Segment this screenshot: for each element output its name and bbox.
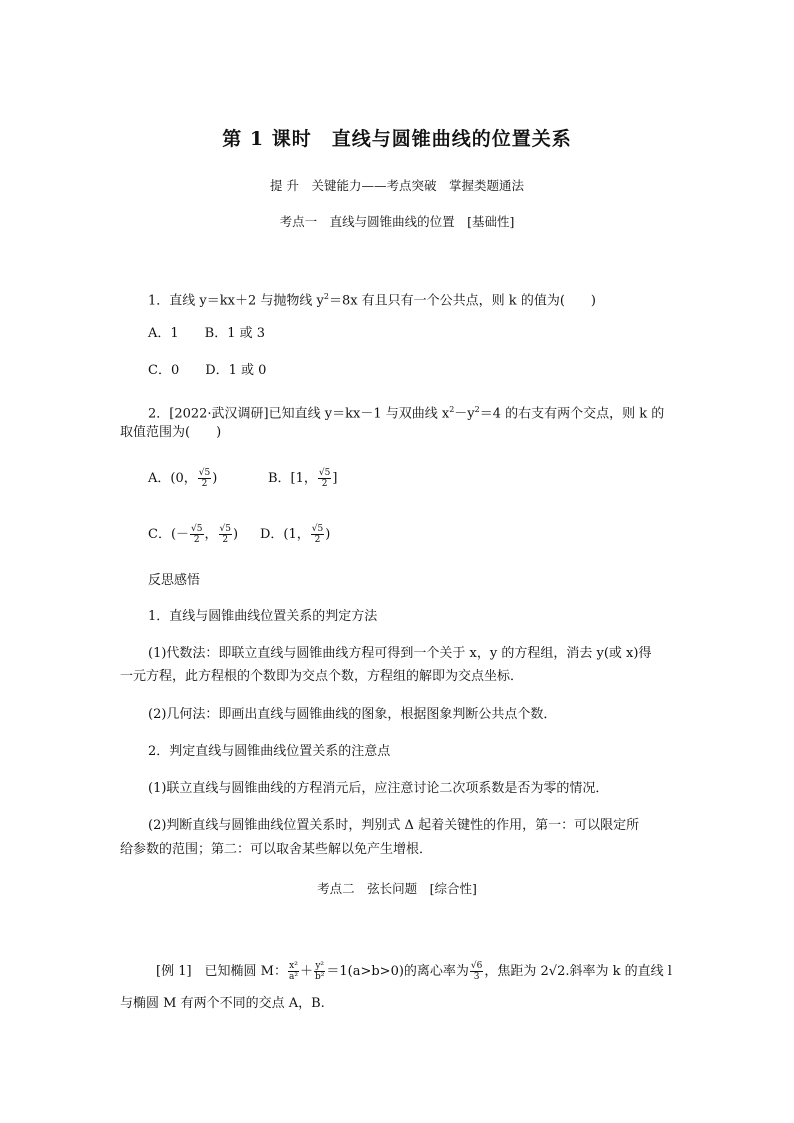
q2-option-c-post: )	[232, 527, 239, 542]
q2-option-b	[268, 468, 337, 489]
fraction-eccentricity	[470, 961, 483, 982]
reflect-p2: (2)几何法：即画出直线与圆锥曲线的图象，根据图象判断公共点个数．	[148, 707, 557, 722]
reflect-heading: 反思感悟	[148, 573, 201, 588]
reflect-h1: 1．直线与圆锥曲线位置关系的判定方法	[148, 609, 378, 624]
section-heading-2: 考点二 弦长问题 [综合性]	[317, 881, 477, 896]
q2-option-c-pre: C．(－	[148, 527, 190, 542]
frac-num: √5	[311, 524, 324, 534]
q2-option-a-post: )	[212, 471, 218, 486]
fraction	[311, 524, 324, 545]
example-1-line1	[156, 961, 672, 982]
q2-option-b-pre: B．[1，	[268, 471, 317, 486]
q1-stem-b: ＝8x 有且只有一个公共点，则 k 的值为( )	[328, 293, 596, 309]
frac-num: √5	[191, 524, 203, 534]
plus-sign: ＋	[299, 964, 313, 979]
q1-stem-a: 1．直线 y＝kx＋2 与抛物线 y	[148, 293, 324, 309]
sqrt-2: √2	[548, 964, 566, 979]
q1-stem	[148, 288, 596, 310]
q2-stem-line1	[148, 401, 664, 423]
q2-option-d-post: )	[325, 527, 331, 542]
reflect-p3: (1)联立直线与圆锥曲线的方程消元后，应注意讨论二次项系数是否为零的情况．	[148, 781, 609, 796]
example-pre: [例 1] 已知椭圆 M：	[156, 964, 287, 979]
q2-stem-line2: 取值范围为( )	[120, 425, 222, 440]
example-end: .斜率为 k 的直线 l	[565, 964, 672, 979]
frac-num: √5	[219, 524, 231, 534]
q2-option-d	[260, 524, 330, 545]
q1-options-ab: A．1 B．1 或 3	[148, 326, 266, 341]
page-title: 第 1 课时 直线与圆锥曲线的位置关系	[222, 128, 572, 150]
q2-text-b: －y	[454, 406, 475, 422]
frac-den: 2	[321, 479, 328, 489]
frac-num: y²	[315, 961, 325, 971]
q2-option-c-mid: ，	[204, 527, 218, 542]
example-mid2: ，焦距为 2	[484, 964, 549, 979]
q2-option-d-pre: D．(1，	[260, 527, 310, 542]
frac-num: √5	[318, 468, 331, 478]
section-heading-1: 考点一 直线与圆锥曲线的位置 [基础性]	[279, 214, 515, 229]
frac-num: √5	[198, 468, 211, 478]
q2-text-c: ＝4 的右支有两个交点，则 k 的	[479, 406, 665, 422]
example-mid: ＝1(a>b>0)的离心率为	[326, 964, 469, 979]
fraction	[318, 468, 331, 489]
q2-text-a: 2．[2022·武汉调研]已知直线 y＝kx－1 与双曲线 x	[148, 406, 450, 422]
reflect-p4-line1: (2)判断直线与圆锥曲线位置关系时，判别式 Δ 起着关键性的作用，第一：可以限定所	[148, 818, 640, 833]
frac-den: 2	[201, 479, 208, 489]
q2-option-a-pre: A．(0，	[148, 471, 197, 486]
fraction-x2-a2	[288, 961, 299, 982]
frac-num: x²	[289, 961, 298, 971]
reflect-h2: 2．判定直线与圆锥曲线位置关系的注意点	[148, 744, 391, 759]
frac-den: 3	[473, 972, 480, 982]
q1-options-cd: C．0 D．1 或 0	[148, 363, 267, 378]
q2-option-a	[148, 468, 217, 489]
fraction	[198, 468, 211, 489]
reflect-p4-line2: 给参数的范围；第二：可以取舍某些解以免产生增根．	[120, 842, 433, 857]
frac-den: 2	[314, 535, 321, 545]
fraction	[219, 524, 232, 545]
frac-den: b²	[315, 972, 325, 982]
frac-den: 2	[193, 535, 200, 545]
q2-option-b-post: ]	[332, 471, 338, 486]
fraction	[190, 524, 203, 545]
frac-den: a²	[289, 972, 298, 982]
reflect-p1-line2: 一元方程，此方程根的个数即为交点个数，方程组的解即为交点坐标．	[120, 669, 524, 684]
q2-option-c	[148, 524, 238, 545]
reflect-p1-line1: (1)代数法：即联立直线与圆锥曲线方程可得到一个关于 x，y 的方程组，消去 y(或 x)得	[148, 646, 652, 661]
frac-den: 2	[222, 535, 229, 545]
frac-num: √6	[470, 961, 483, 971]
fraction-y2-b2	[314, 961, 325, 982]
q1-stem-sup: 2	[323, 292, 329, 301]
subtitle: 提 升 关键能力——考点突破 掌握类题通法	[270, 178, 524, 193]
example-1-line2: 与椭圆 M 有两个不同的交点 A，B.	[120, 996, 325, 1011]
q2-sup-1: 2	[449, 405, 455, 414]
q2-sup-2: 2	[474, 405, 480, 414]
